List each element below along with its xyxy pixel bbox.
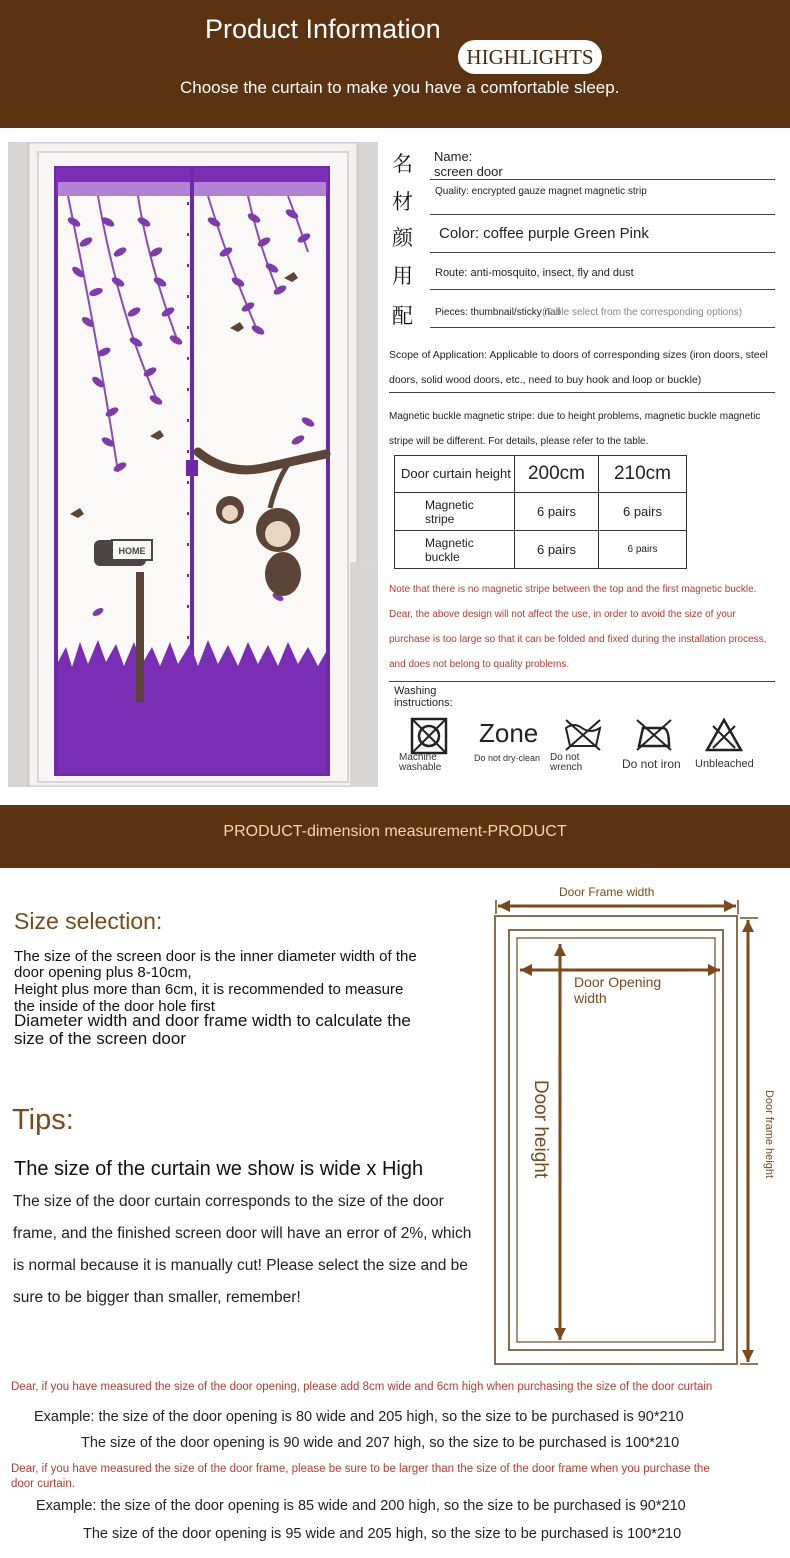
frame-note: Dear, if you have measured the size of the door frame, please be sure to be larger than the size of the door frame when you purchase the door curtain. bbox=[11, 1463, 710, 1490]
table-header-cell: Door curtain height bbox=[395, 456, 515, 493]
warning-note: Note that there is no magnetic stripe between the top and the first magnetic buckle. Dear, the above design will not affect the use, in order to avoid the size of your purchase is too large so that it can be folded and fixed during the installation process, and does not belong to quality problems. bbox=[389, 584, 767, 670]
table-cell: 6 pairs bbox=[599, 493, 687, 531]
tips-body: The size of the door curtain corresponds to the size of the door frame, and the finished screen door will have an error of 2%, which is normal because it is manually cut! Please select the size and be sure to be bigger than smaller, remember! bbox=[13, 1193, 472, 1306]
page-title: Product Information bbox=[205, 14, 441, 44]
table-cell: 6 pairs bbox=[515, 531, 599, 569]
name-value: screen door bbox=[434, 164, 503, 179]
frame-width-label: Door Frame width bbox=[559, 885, 655, 899]
example-2: The size of the door opening is 90 wide and 207 high, so the size to be purchased is 100*210 bbox=[81, 1435, 680, 1451]
section-title: PRODUCT-dimension measurement-PRODUCT bbox=[223, 823, 567, 840]
divider bbox=[430, 252, 775, 253]
example-1: Example: the size of the door opening is 80 wide and 205 high, so the size to be purchased is 90*210 bbox=[34, 1409, 684, 1425]
color-label: Color: coffee purple Green Pink bbox=[439, 225, 649, 242]
table-row bbox=[395, 493, 687, 531]
machine-wash-icon bbox=[408, 715, 450, 757]
divider bbox=[430, 179, 775, 180]
pieces-label: Pieces: thumbnail/sticky nail bbox=[435, 307, 561, 318]
divider bbox=[389, 681, 775, 682]
quality-cjk: 材 bbox=[392, 190, 413, 214]
table-row bbox=[395, 531, 687, 569]
mailbox-sign: HOME bbox=[118, 546, 146, 556]
screen-door-illustration bbox=[8, 142, 378, 787]
quality-label: Quality: encrypted gauze magnet magnetic strip bbox=[435, 186, 647, 197]
table-cell: Magnetic stripe bbox=[395, 493, 515, 531]
table-cell: Magnetic buckle bbox=[395, 531, 515, 569]
wash-label: Do not iron bbox=[622, 757, 681, 771]
size-selection-p3: Diameter width and door frame width to calculate the size of the screen door bbox=[14, 1011, 411, 1048]
door-height-label: Door height bbox=[530, 1079, 551, 1179]
size-selection-p1: The size of the screen door is the inner diameter width of the door opening plus 8-10cm, bbox=[14, 948, 417, 981]
table-header-cell: 200cm bbox=[515, 456, 599, 493]
table-cell: 6 pairs bbox=[515, 493, 599, 531]
size-selection-heading: Size selection: bbox=[14, 908, 163, 934]
wash-label: Unbleached bbox=[695, 758, 754, 770]
scope-text: Scope of Application: Applicable to doors of corresponding sizes (iron doors, steel doors, solid wood doors, etc., need to buy hook and loop or buckle) bbox=[389, 349, 768, 386]
example-4: The size of the door opening is 95 wide and 205 high, so the size to be purchased is 100*210 bbox=[83, 1526, 682, 1542]
name-cjk: 名 bbox=[392, 152, 413, 176]
washing-title: Washing instructions: bbox=[394, 685, 453, 709]
size-table bbox=[394, 455, 687, 569]
opening-note: Dear, if you have measured the size of the door opening, please add 8cm wide and 6cm high when purchasing the size of the door curtain bbox=[11, 1381, 713, 1393]
route-label: Route: anti-mosquito, insect, fly and dust bbox=[435, 267, 634, 279]
frame-height-label: Door frame height bbox=[763, 1089, 775, 1179]
no-bleach-icon bbox=[703, 716, 745, 758]
opening-width-label: Door Opening width bbox=[574, 974, 662, 1006]
product-photo bbox=[8, 142, 378, 787]
divider bbox=[430, 214, 775, 215]
magnetic-note: Magnetic buckle magnetic stripe: due to height problems, magnetic buckle magnetic stripe will be different. For details, please refer to the table. bbox=[389, 411, 761, 447]
wash-label: Machine washable bbox=[399, 752, 442, 773]
route-cjk: 用 bbox=[392, 264, 413, 288]
table-header-cell: 210cm bbox=[599, 456, 687, 493]
pieces-note: (Table select from the corresponding options) bbox=[542, 307, 743, 318]
example-3: Example: the size of the door opening is 85 wide and 200 high, so the size to be purchased is 90*210 bbox=[36, 1498, 686, 1514]
highlights-badge: HIGHLIGHTS bbox=[458, 40, 602, 74]
no-iron-icon bbox=[633, 716, 675, 758]
header-subtitle: Choose the curtain to make you have a comfortable sleep. bbox=[180, 78, 620, 97]
tips-subheading: The size of the curtain we show is wide x High bbox=[14, 1158, 424, 1180]
table-cell: 6 pairs bbox=[599, 531, 687, 569]
tips-heading: Tips: bbox=[12, 1104, 74, 1136]
divider bbox=[430, 289, 775, 290]
color-cjk: 颜 bbox=[392, 226, 413, 250]
size-selection-p2: Height plus more than 6cm, it is recommended to measure the inside of the door hole first bbox=[14, 981, 404, 1015]
table-header-row bbox=[395, 456, 687, 493]
name-label: Name: bbox=[434, 149, 473, 164]
pieces-cjk: 配 bbox=[392, 304, 413, 328]
zone-text: Zone bbox=[479, 718, 539, 748]
wash-label: Do not dry-clean bbox=[474, 753, 541, 763]
wash-label: Do not wrench bbox=[550, 752, 583, 773]
divider bbox=[430, 327, 775, 328]
divider bbox=[389, 392, 775, 393]
